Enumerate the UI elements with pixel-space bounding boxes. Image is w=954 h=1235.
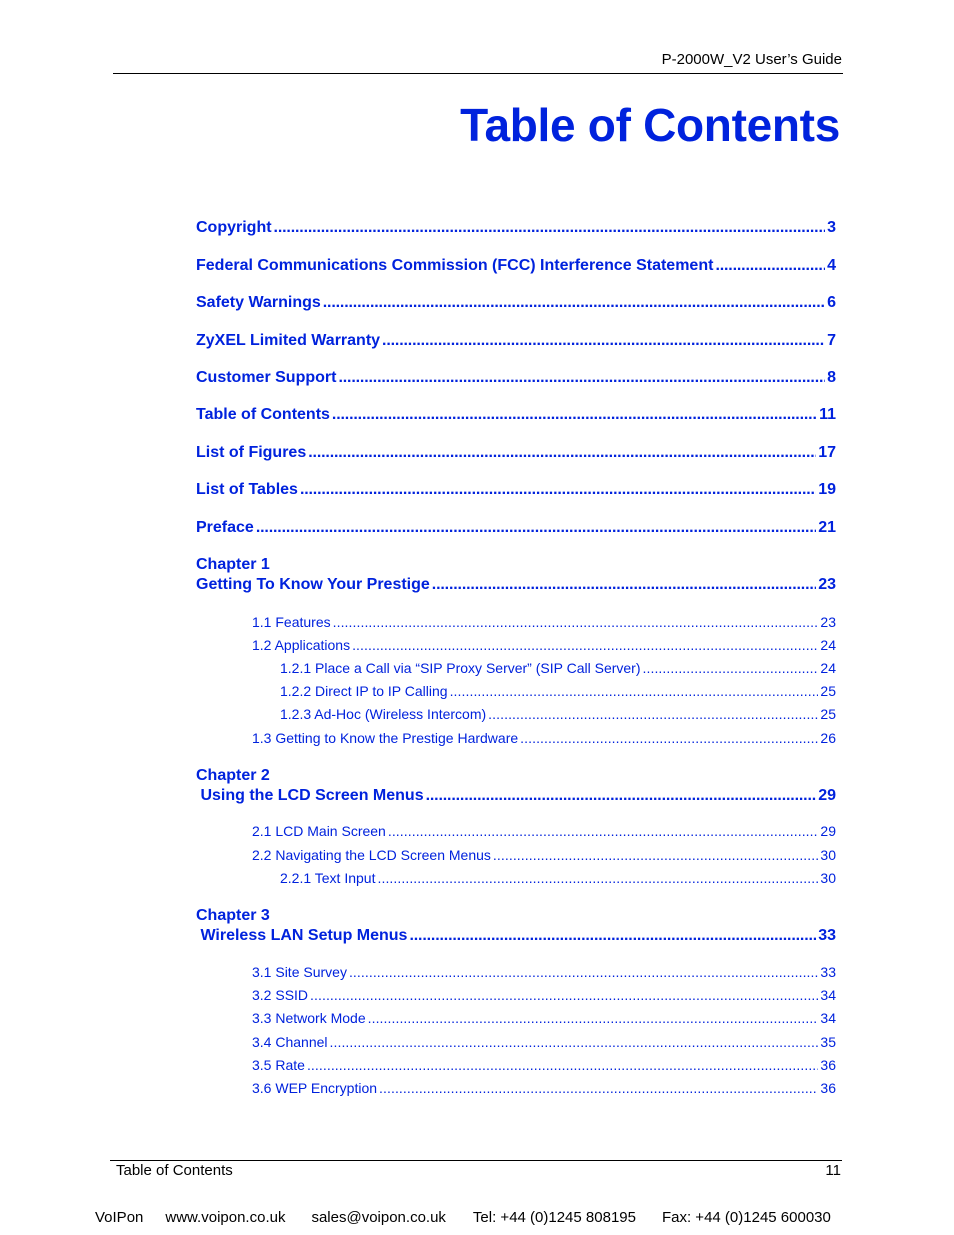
toc-entry-label: List of Tables bbox=[196, 481, 298, 498]
dot-leader bbox=[409, 927, 816, 945]
toc-entry-preface[interactable] bbox=[196, 519, 836, 541]
toc-section-1-1[interactable] bbox=[252, 614, 836, 633]
toc-entry-safety-warnings[interactable] bbox=[196, 294, 836, 316]
toc-entry-page: 17 bbox=[818, 444, 836, 461]
toc-section-page: 36 bbox=[820, 1057, 836, 1073]
toc-section-page: 30 bbox=[820, 870, 836, 886]
toc-entry-page: 3 bbox=[827, 219, 836, 236]
dot-leader bbox=[382, 332, 825, 350]
toc-section-label: 3.2 SSID bbox=[252, 987, 309, 1003]
toc-section-page: 30 bbox=[820, 847, 836, 863]
toc-section-2-2-1[interactable] bbox=[280, 870, 836, 889]
toc-entry-label: Getting To Know Your Prestige bbox=[196, 576, 430, 593]
dot-leader bbox=[349, 964, 818, 980]
toc-section-1-2-1[interactable] bbox=[280, 660, 836, 679]
dot-leader bbox=[332, 406, 817, 424]
toc-entry-copyright[interactable] bbox=[196, 219, 836, 241]
page-title: Table of Contents bbox=[460, 99, 840, 151]
toc-section-label: 3.6 WEP Encryption bbox=[252, 1080, 378, 1096]
toc-section-label: 2.2.1 Text Input bbox=[280, 870, 376, 886]
dot-leader bbox=[274, 219, 826, 237]
toc-section-page: 35 bbox=[820, 1034, 836, 1050]
chapter-2-label: Chapter 2 bbox=[196, 767, 270, 784]
dot-leader bbox=[368, 1010, 819, 1026]
toc-section-page: 34 bbox=[820, 987, 836, 1003]
toc-entry-page: 19 bbox=[818, 481, 836, 498]
toc-section-page: 23 bbox=[820, 614, 836, 630]
toc-section-page: 25 bbox=[820, 706, 836, 722]
dot-leader bbox=[379, 1080, 818, 1096]
toc-section-label: 3.1 Site Survey bbox=[252, 964, 347, 980]
dot-leader bbox=[493, 847, 819, 863]
contact-fax: Fax: +44 (0)1245 600030 bbox=[661, 1209, 831, 1226]
toc-entry-customer-support[interactable] bbox=[196, 369, 836, 391]
toc-section-label: 1.2.1 Place a Call via “SIP Proxy Server” (SIP Call Server) bbox=[280, 660, 641, 676]
header-divider bbox=[113, 73, 843, 74]
toc-entry-page: 23 bbox=[818, 576, 836, 593]
dot-leader bbox=[338, 369, 825, 387]
toc-entry-label: Preface bbox=[196, 519, 254, 536]
footer-divider bbox=[110, 1160, 842, 1161]
toc-entry-label: Table of Contents bbox=[196, 406, 330, 423]
toc-entry-label: Copyright bbox=[196, 219, 272, 236]
dot-leader bbox=[450, 683, 819, 699]
toc-section-1-2-2[interactable] bbox=[280, 683, 836, 702]
footer-section-name: Table of Contents bbox=[116, 1162, 233, 1179]
toc-section-label: 1.2.3 Ad-Hoc (Wireless Intercom) bbox=[280, 706, 487, 722]
toc-section-label: 2.2 Navigating the LCD Screen Menus bbox=[252, 847, 491, 863]
dot-leader bbox=[308, 444, 816, 462]
dot-leader bbox=[520, 730, 818, 746]
toc-section-3-4[interactable] bbox=[252, 1034, 836, 1053]
dot-leader bbox=[426, 787, 817, 805]
toc-section-3-5[interactable] bbox=[252, 1057, 836, 1076]
dot-leader bbox=[388, 823, 819, 839]
toc-section-page: 34 bbox=[820, 1010, 836, 1026]
toc-section-label: 1.2.2 Direct IP to IP Calling bbox=[280, 683, 448, 699]
toc-entry-table-of-contents[interactable] bbox=[196, 406, 836, 428]
toc-section-label: 3.4 Channel bbox=[252, 1034, 328, 1050]
toc-section-page: 26 bbox=[820, 730, 836, 746]
toc-entry-fcc-statement[interactable] bbox=[196, 257, 836, 279]
dot-leader bbox=[432, 576, 816, 594]
chapter-3-label: Chapter 3 bbox=[196, 907, 270, 924]
dot-leader bbox=[352, 637, 818, 653]
contact-phone: Tel: +44 (0)1245 808195 bbox=[472, 1209, 636, 1226]
toc-section-2-1[interactable] bbox=[252, 823, 836, 842]
toc-section-page: 24 bbox=[820, 637, 836, 653]
toc-entry-list-of-tables[interactable] bbox=[196, 481, 836, 503]
contact-company: VoIPon bbox=[95, 1209, 144, 1226]
toc-entry-page: 6 bbox=[827, 294, 836, 311]
toc-section-3-6[interactable] bbox=[252, 1080, 836, 1099]
toc-section-label: 3.3 Network Mode bbox=[252, 1010, 366, 1026]
toc-entry-page: 33 bbox=[818, 927, 836, 944]
toc-section-page: 36 bbox=[820, 1080, 836, 1096]
toc-chapter-3-title[interactable] bbox=[196, 927, 836, 949]
dot-leader bbox=[333, 614, 819, 630]
toc-entry-label: Using the LCD Screen Menus bbox=[196, 787, 424, 804]
toc-entry-page: 11 bbox=[819, 406, 836, 423]
toc-entry-limited-warranty[interactable] bbox=[196, 332, 836, 354]
toc-section-label: 2.1 LCD Main Screen bbox=[252, 823, 386, 839]
toc-section-label: 1.2 Applications bbox=[252, 637, 351, 653]
contact-website: www.voipon.co.uk bbox=[165, 1209, 286, 1226]
toc-section-label: 1.1 Features bbox=[252, 614, 331, 630]
toc-chapter-2-title[interactable] bbox=[196, 787, 836, 809]
dot-leader bbox=[330, 1034, 819, 1050]
header-doc-title: P-2000W_V2 User’s Guide bbox=[661, 51, 842, 68]
toc-section-3-3[interactable] bbox=[252, 1010, 836, 1029]
dot-leader bbox=[256, 519, 816, 537]
toc-section-page: 29 bbox=[820, 823, 836, 839]
dot-leader bbox=[307, 1057, 818, 1073]
toc-section-1-2[interactable] bbox=[252, 637, 836, 656]
toc-entry-page: 29 bbox=[818, 787, 836, 804]
toc-chapter-1-title[interactable] bbox=[196, 576, 836, 598]
chapter-1-label: Chapter 1 bbox=[196, 556, 270, 573]
toc-section-page: 24 bbox=[820, 660, 836, 676]
contact-bar bbox=[95, 1209, 831, 1226]
toc-section-label: 3.5 Rate bbox=[252, 1057, 305, 1073]
toc-section-1-3[interactable] bbox=[252, 730, 836, 749]
toc-section-3-1[interactable] bbox=[252, 964, 836, 983]
dot-leader bbox=[323, 294, 825, 312]
toc-entry-label: Customer Support bbox=[196, 369, 337, 386]
toc-entry-page: 8 bbox=[827, 369, 836, 386]
toc-entry-label: Wireless LAN Setup Menus bbox=[196, 927, 408, 944]
toc-entry-page: 7 bbox=[827, 332, 836, 349]
contact-email: sales@voipon.co.uk bbox=[311, 1209, 446, 1226]
dot-leader bbox=[488, 706, 818, 722]
toc-section-page: 25 bbox=[820, 683, 836, 699]
toc-entry-list-of-figures[interactable] bbox=[196, 444, 836, 466]
dot-leader bbox=[310, 987, 818, 1003]
toc-entry-label: Safety Warnings bbox=[196, 294, 321, 311]
toc-entry-page: 21 bbox=[818, 519, 836, 536]
dot-leader bbox=[377, 870, 818, 886]
toc-section-2-2[interactable] bbox=[252, 847, 836, 866]
toc-entry-label: Federal Communications Commission (FCC) Interference Statement bbox=[196, 257, 714, 274]
toc-entry-label: List of Figures bbox=[196, 444, 307, 461]
toc-entry-page: 4 bbox=[827, 257, 836, 274]
toc-section-label: 1.3 Getting to Know the Prestige Hardware bbox=[252, 730, 519, 746]
dot-leader bbox=[300, 481, 816, 499]
dot-leader bbox=[643, 660, 819, 676]
footer-page-number: 11 bbox=[825, 1162, 841, 1179]
dot-leader bbox=[715, 257, 825, 275]
toc-entry-label: ZyXEL Limited Warranty bbox=[196, 332, 381, 349]
toc-section-1-2-3[interactable] bbox=[280, 706, 836, 725]
toc-section-page: 33 bbox=[820, 964, 836, 980]
toc-section-3-2[interactable] bbox=[252, 987, 836, 1006]
